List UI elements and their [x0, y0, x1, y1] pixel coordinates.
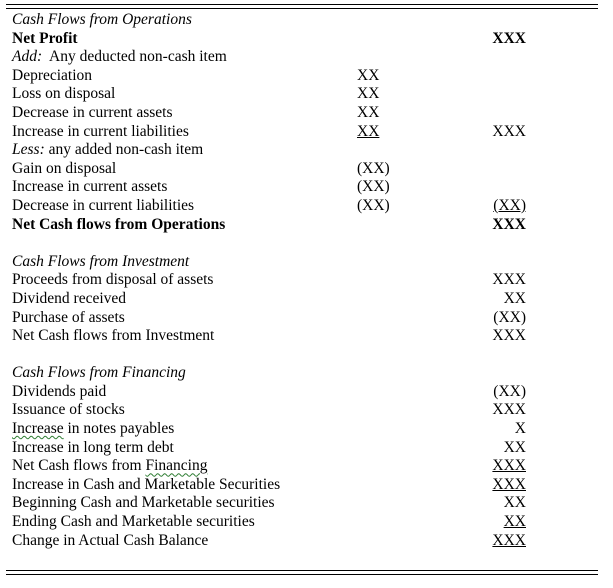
adjustment-keyword: Add: [12, 48, 43, 66]
sub-amount: XX [357, 66, 380, 84]
statement-row [12, 141, 532, 160]
row-label: Proceeds from disposal of assets [12, 271, 214, 289]
total-amount: XXX [492, 215, 526, 233]
cash-flow-statement [12, 11, 532, 550]
sub-amount: XX [357, 85, 380, 103]
statement-row [12, 271, 532, 290]
statement-row [12, 104, 532, 123]
statement-row [12, 457, 532, 476]
row-label [12, 48, 227, 67]
total-amount: XXX [492, 401, 526, 419]
row-label [12, 141, 203, 160]
statement-row [12, 309, 532, 328]
statement-row [12, 216, 532, 235]
total-amount: XX [503, 494, 526, 512]
row-label: Cash Flows from Financing [12, 364, 186, 382]
statement-row [12, 85, 532, 104]
total-amount: X [514, 420, 526, 438]
total-amount: XX [503, 289, 526, 307]
row-label: Issuance of stocks [12, 401, 125, 419]
row-label: Net Cash flows from Investment [12, 327, 215, 345]
adjustment-description: any added non-cash item [44, 141, 204, 159]
section-heading [12, 11, 532, 30]
statement-row [12, 513, 532, 532]
row-label: Net Profit [12, 29, 78, 47]
row-label: Net Cash flows from Financing [12, 457, 208, 475]
total-amount: (XX) [493, 196, 526, 214]
row-label: Increase in long term debt [12, 438, 174, 456]
section-heading [12, 253, 532, 272]
statement-row [12, 401, 532, 420]
sub-amount: (XX) [357, 178, 390, 196]
total-amount: XXX [492, 457, 526, 475]
sub-amount: XX [357, 122, 380, 140]
row-label: Purchase of assets [12, 308, 125, 326]
row-label: Decrease in current assets [12, 103, 173, 121]
row-label: Beginning Cash and Marketable securities [12, 494, 275, 512]
statement-row [12, 327, 532, 346]
row-label: Increase in current assets [12, 178, 168, 196]
row-label: Change in Actual Cash Balance [12, 531, 209, 549]
total-amount: XXX [492, 327, 526, 345]
total-amount: XXX [492, 29, 526, 47]
row-label: Dividend received [12, 289, 127, 307]
row-label: Increase in current liabilities [12, 122, 189, 140]
sub-amount: XX [357, 103, 380, 121]
statement-row [12, 48, 532, 67]
total-amount: XX [503, 513, 526, 531]
row-label: Decrease in current liabilities [12, 196, 195, 214]
statement-row [12, 383, 532, 402]
statement-row [12, 197, 532, 216]
total-amount: XXX [492, 475, 526, 493]
statement-row [12, 439, 532, 458]
row-label: Dividends paid [12, 382, 107, 400]
statement-row [12, 160, 532, 179]
statement-row [12, 476, 532, 495]
sub-amount: (XX) [357, 159, 390, 177]
bottom-rule-2 [6, 574, 598, 575]
row-label: Net Cash flows from Operations [12, 215, 226, 233]
total-amount: XXX [492, 271, 526, 289]
section-heading [12, 364, 532, 383]
bottom-rule-1 [6, 570, 598, 571]
sub-amount: (XX) [357, 196, 390, 214]
total-amount: XXX [492, 531, 526, 549]
row-label: Increase in Cash and Marketable Securities [12, 475, 281, 493]
statement-row [12, 123, 532, 142]
total-amount: (XX) [493, 382, 526, 400]
statement-row [12, 494, 532, 513]
row-label: Increase in notes payables [12, 420, 175, 438]
statement-row [12, 290, 532, 309]
adjustment-keyword: Less: [12, 141, 45, 159]
total-amount: XXX [492, 122, 526, 140]
adjustment-description: Any deducted non-cash item [42, 48, 227, 66]
section-spacer [12, 346, 532, 365]
row-label: Depreciation [12, 66, 93, 84]
total-amount: (XX) [493, 308, 526, 326]
statement-row [12, 67, 532, 86]
statement-row [12, 420, 532, 439]
section-spacer [12, 234, 532, 253]
total-amount: XX [503, 438, 526, 456]
top-rule-1 [6, 4, 598, 5]
statement-row [12, 532, 532, 551]
row-label: Ending Cash and Marketable securities [12, 513, 255, 531]
statement-row [12, 30, 532, 49]
row-label: Cash Flows from Investment [12, 252, 190, 270]
row-label: Loss on disposal [12, 85, 116, 103]
row-label: Gain on disposal [12, 159, 117, 177]
top-rule-2 [6, 8, 598, 9]
row-label: Cash Flows from Operations [12, 11, 192, 28]
statement-row [12, 178, 532, 197]
